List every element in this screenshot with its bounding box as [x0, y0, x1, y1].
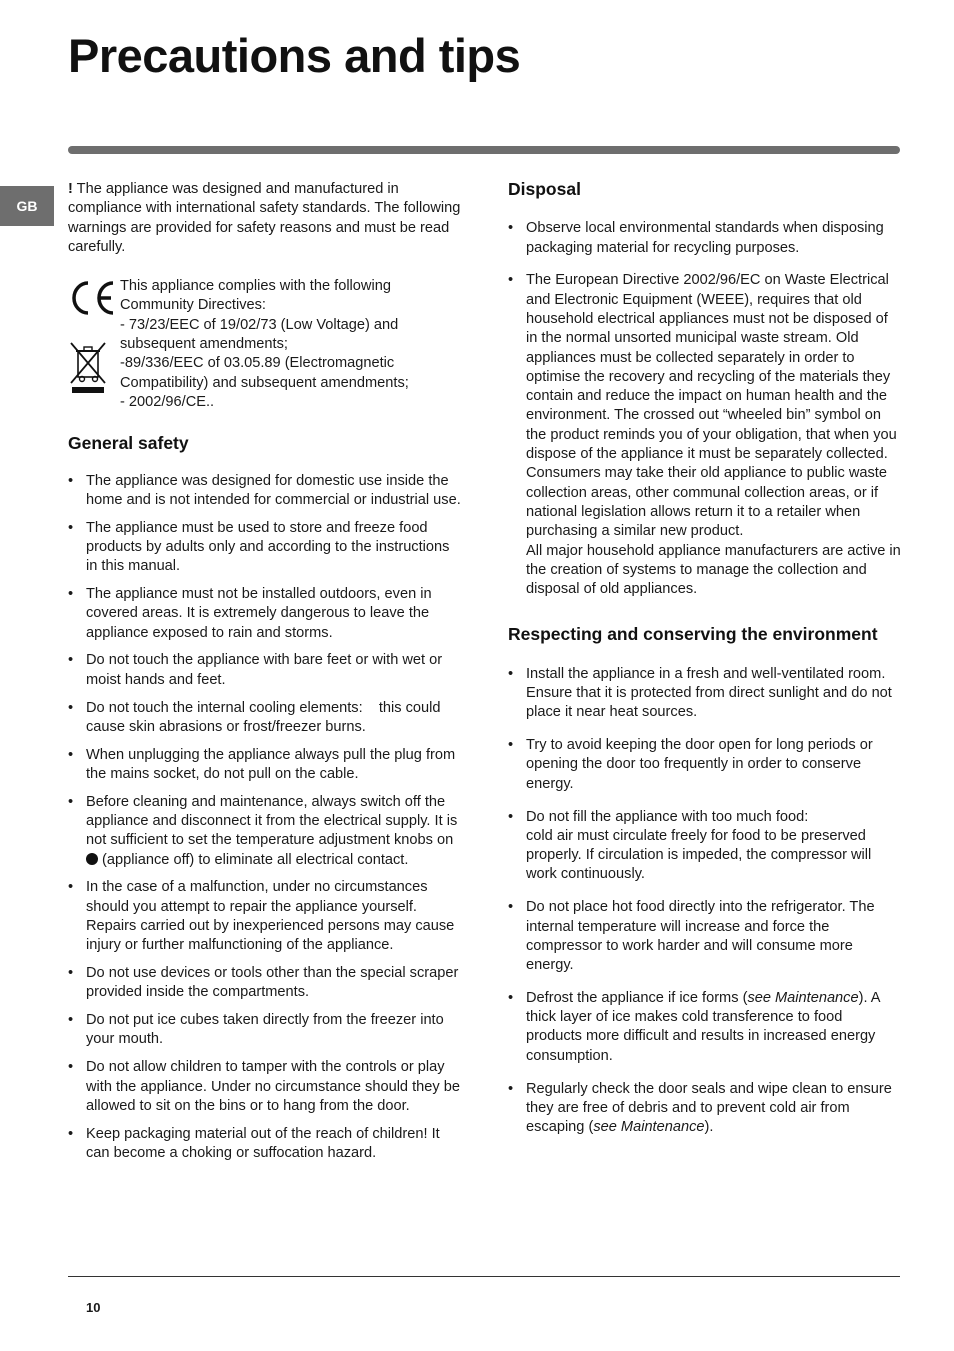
general-safety-heading: General safety — [68, 433, 189, 454]
see-maintenance-reference: see Maintenance — [747, 989, 859, 1006]
list-item: • Install the appliance in a fresh and well-ventilated room. Ensure that it is protected from direct sunlight and do not place it near heat sources. — [508, 665, 902, 723]
list-item — [68, 793, 463, 870]
page-title: Precautions and tips — [68, 29, 521, 82]
list-item: • Do not touch the internal cooling elements: this could cause skin abrasions or frost/freezer burns. — [68, 699, 463, 738]
list-item: • The appliance was designed for domestic use inside the home and is not intended for commercial or industrial use. — [68, 472, 463, 511]
compliance-line: - 2002/96/CE.. — [120, 393, 215, 410]
compliance-icons — [68, 279, 116, 402]
list-item: • Do not place hot food directly into the refrigerator. The internal temperature will increase and force the compressor to work harder and will consume more energy. — [508, 898, 902, 975]
compliance-text — [120, 277, 463, 412]
list-item — [508, 989, 902, 1066]
list-item: • Do not use devices or tools other than the special scraper provided inside the compartments. — [68, 964, 463, 1003]
list-item: • Observe local environmental standards when disposing packaging material for recycling purposes. — [508, 219, 902, 258]
compliance-block — [68, 277, 463, 412]
header-divider — [68, 146, 900, 154]
disposal-list — [508, 219, 902, 599]
list-item: • The appliance must be used to store and freeze food products by adults only and according to the instructions in this manual. — [68, 519, 463, 577]
list-item-text: ). — [704, 1119, 714, 1136]
intro-text: The appliance was designed and manufactured in compliance with international safety standards. The following warnings are provided for safety reasons and must be read carefully. — [68, 181, 461, 255]
environment-list — [508, 665, 902, 1138]
list-item-text: Before cleaning and maintenance, always switch off the appliance and disconnect it from the electrical supply. It is not sufficient to set the temperature adjustment knobs on — [86, 793, 458, 849]
list-item-text: (appliance off) to eliminate all electrical contact. — [98, 851, 409, 868]
knob-off-position-icon — [86, 853, 98, 865]
compliance-line: This appliance complies with the following Community Directives: — [120, 278, 391, 314]
page-number: 10 — [86, 1300, 101, 1315]
list-item: • Do not put ice cubes taken directly from the freezer into your mouth. — [68, 1011, 463, 1050]
list-item: • When unplugging the appliance always pull the plug from the mains socket, do not pull on the cable. — [68, 746, 463, 785]
list-item-text: Defrost the appliance if ice forms ( — [526, 989, 748, 1006]
environment-heading: Respecting and conserving the environment — [508, 624, 878, 645]
list-item: • Do not touch the appliance with bare feet or with wet or moist hands and feet. — [68, 651, 463, 690]
list-item-text: Regularly check the door seals and wipe clean to ensure they are free of debris and to prevent cold air from escaping ( — [526, 1080, 892, 1136]
list-item — [508, 271, 902, 599]
list-item-paragraph: All major household appliance manufacturers are active in the creation of systems to manage the collection and disposal of old appliances. — [526, 542, 901, 598]
ce-mark-icon — [68, 279, 116, 317]
list-item-paragraph: Consumers may take their old appliance to public waste collection areas, other communal collection areas, or if national legislation allows return it to a retailer when purchasing a similar new product. — [526, 465, 887, 540]
list-item: • Keep packaging material out of the reach of children! It can become a choking or suffocation hazard. — [68, 1125, 463, 1164]
left-column — [68, 180, 463, 1172]
footer-divider — [68, 1276, 900, 1277]
list-item-text: ). A thick layer of ice makes cold transference to food products more difficult and results in increased energy consumption. — [526, 989, 880, 1064]
language-tab: GB — [0, 186, 54, 226]
list-item-paragraph: • The European Directive 2002/96/EC on Waste Electrical and Electronic Equipment (WEEE), requires that old household electrical appliances must not be disposed of in the normal unsorted municipal waste stream. Old appliances must be collected separately in order to optimise the recovery and recycling of the materials they contain and reduce the impact on human health and the environment. The crossed out “wheeled bin” symbol on the product reminds you of your obligation, that when you dispose of the appliance it must be separately collected. — [526, 272, 897, 463]
list-item: • Try to avoid keeping the door open for long periods or opening the door too frequently in order to conserve energy. — [508, 736, 902, 794]
warning-mark: ! — [68, 181, 73, 197]
intro-warning — [68, 180, 463, 257]
list-item — [508, 1080, 902, 1138]
compliance-line: -89/336/EEC of 03.05.89 (Electromagnetic Compatibility) and subsequent amendments; — [120, 355, 409, 391]
list-item — [508, 808, 902, 885]
compliance-line: - 73/23/EEC of 19/02/73 (Low Voltage) and subsequent amendments; — [120, 316, 399, 353]
disposal-heading: Disposal — [508, 179, 581, 199]
list-item-paragraph: • Do not fill the appliance with too much food: — [526, 808, 809, 825]
crossed-wheeled-bin-icon — [68, 339, 108, 395]
list-item: • The appliance must not be installed outdoors, even in covered areas. It is extremely dangerous to leave the appliance exposed to rain and storms. — [68, 585, 463, 643]
list-item: • Do not allow children to tamper with the controls or play with the appliance. Under no circumstance should they be allowed to sit on the bins or to hang from the door. — [68, 1058, 463, 1116]
list-item: • In the case of a malfunction, under no circumstances should you attempt to repair the appliance yourself. Repairs carried out by inexperienced persons may cause injury or further malfunctioning of the appliance. — [68, 878, 463, 955]
right-column — [508, 180, 902, 1151]
list-item-paragraph: cold air must circulate freely for food to be preserved properly. If circulation is impeded, the compressor will work continuously. — [526, 827, 872, 883]
see-maintenance-reference: see Maintenance — [593, 1119, 705, 1136]
general-safety-list — [68, 472, 463, 1164]
